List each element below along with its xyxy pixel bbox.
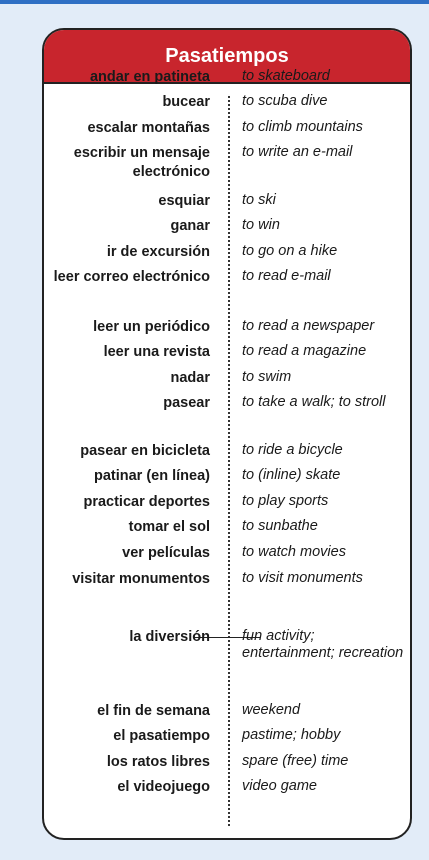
spanish-term: tomar el sol [128,519,210,535]
english-translation: to win [242,217,280,233]
english-translation: to (inline) skate [242,467,341,483]
english-translation: to go on a hike [242,243,338,259]
english-translation: to ski [242,192,276,208]
spanish-term: pasear en bicicleta [80,443,210,459]
spanish-term: leer un periódico [93,319,210,335]
english-translation: spare (free) time [242,753,349,769]
spanish-term: los ratos libres [106,754,210,770]
spanish-term: la diversión [129,629,210,645]
english-translation: to scuba dive [242,93,328,109]
spanish-term: leer una revista [103,344,210,360]
english-translation: weekend [242,702,301,718]
card-title: Pasatiempos [44,30,410,84]
top-accent-bar [0,0,429,4]
english-translation: to skateboard [242,68,330,84]
english-translation: to read e-mail [242,268,331,284]
english-translation: to read a magazine [242,343,367,359]
spanish-term: esquiar [158,193,210,209]
spanish-term: visitar monumentos [72,571,210,587]
english-translation: to swim [242,369,292,385]
spanish-term: el videojuego [117,779,210,795]
english-translation: to take a walk; to stroll [242,394,386,410]
english-translation: to sunbathe [242,518,318,534]
english-translation: to climb mountains [242,119,363,135]
column-divider [228,96,230,826]
english-translation: to ride a bicycle [242,442,343,458]
spanish-term: andar en patineta [89,69,210,85]
english-translation: to write an e-mail [242,144,353,160]
spanish-term: leer correo electrónico [53,269,210,285]
spanish-term: ir de excursión [106,244,210,260]
spanish-term: practicar deportes [83,494,210,510]
spanish-term: ganar [170,218,210,234]
spanish-term: escalar montañas [87,120,210,136]
english-translation: to watch movies [242,544,346,560]
english-translation: fun activity; entertainment; recreation [242,628,404,661]
spanish-term: bucear [162,94,210,110]
english-translation: pastime; hobby [242,727,341,743]
spanish-term: ver películas [122,545,210,561]
english-translation: video game [242,778,317,794]
spanish-term: nadar [170,370,210,386]
spanish-term: el fin de semana [97,703,210,719]
vocabulary-card [42,28,412,840]
spanish-term: el pasatiempo [113,728,210,744]
spanish-term: patinar (en línea) [93,468,210,484]
spanish-term: escribir un mensaje electrónico [73,145,210,180]
english-translation: to read a newspaper [242,318,375,334]
english-translation: to play sports [242,493,329,509]
english-translation: to visit monuments [242,570,363,586]
spanish-term: pasear [163,395,210,411]
